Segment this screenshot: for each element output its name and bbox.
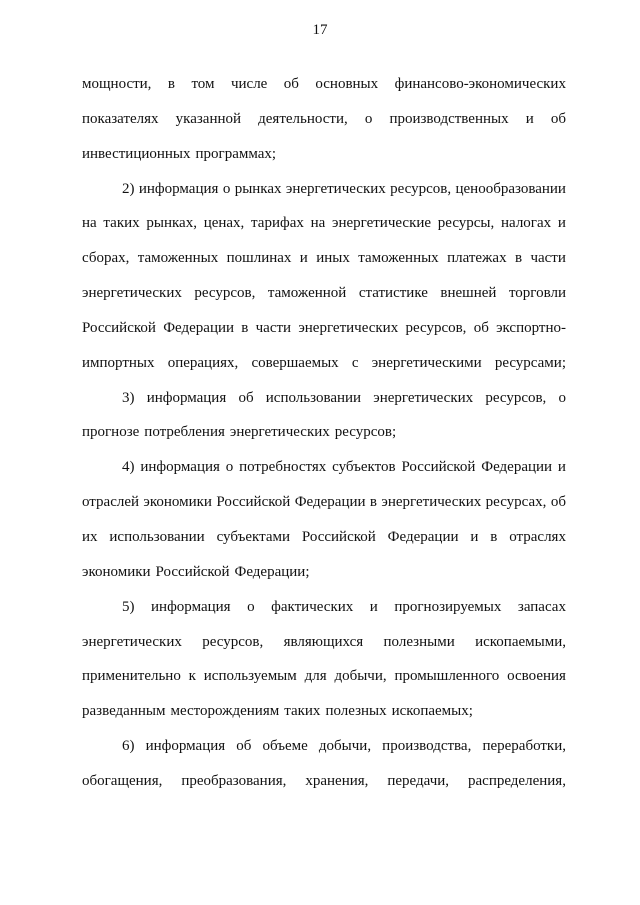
text-line: 5) информация о фактических и прогнозируемых запасах <box>122 598 566 615</box>
text-line: их использовании субъектами Российской Федерации и в отраслях <box>82 528 566 545</box>
text-line: обогащения, преобразования, хранения, передачи, распределения, <box>82 772 566 789</box>
text-line: мощности, в том числе об основных финансово-экономических <box>82 76 566 92</box>
text-line: импортных операциях, совершаемых с энергетическими ресурсами; <box>82 354 566 371</box>
text-line: энергетических ресурсов, являющихся полезными ископаемыми, <box>82 633 566 650</box>
page-number: 17 <box>312 22 328 38</box>
text-line: энергетических ресурсов, таможенной статистике внешней торговли <box>82 285 566 302</box>
text-line: показателях указанной деятельности, о производственных и об <box>82 110 566 127</box>
text-line: Российской Федерации в части энергетических ресурсов, об экспортно- <box>82 319 566 336</box>
text-line: инвестиционных программах; <box>82 145 277 162</box>
text-line: 6) информация об объеме добычи, производства, переработки, <box>122 738 566 755</box>
text-line: сборах, таможенных пошлинах и иных таможенных платежах в части <box>82 250 566 267</box>
text-line: на таких рынках, ценах, тарифах на энергетические ресурсы, налогах и <box>82 215 566 232</box>
text-line: 2) информация о рынках энергетических ресурсов, ценообразовании <box>122 180 566 197</box>
text-line: отраслей экономики Российской Федерации в энергетических ресурсах, об <box>82 494 566 511</box>
text-line: разведанным месторождениям таких полезных ископаемых; <box>82 703 473 720</box>
text-line: 3) информация об использовании энергетических ресурсов, о <box>122 389 566 406</box>
text-line: экономики Российской Федерации; <box>82 563 310 580</box>
text-line: 4) информация о потребностях субъектов Российской Федерации и <box>122 459 566 476</box>
text-line: применительно к используемым для добычи, промышленного освоения <box>82 668 566 685</box>
body-text <box>82 72 566 804</box>
text-line: прогнозе потребления энергетических ресурсов; <box>82 424 397 441</box>
